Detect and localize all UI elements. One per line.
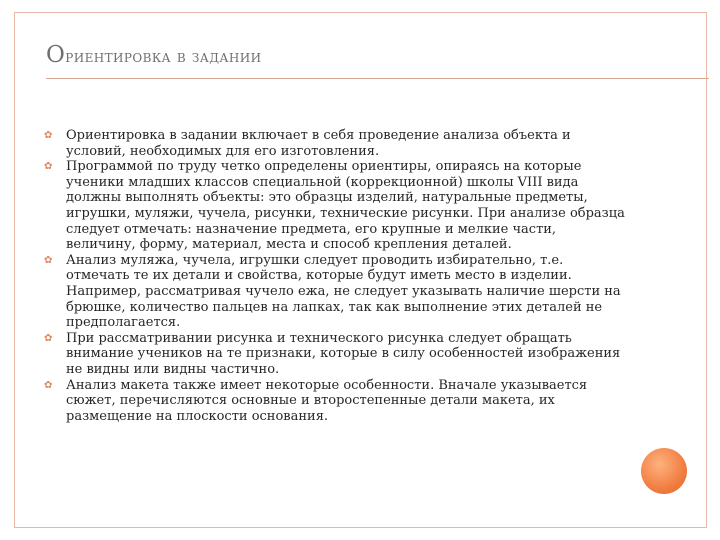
bullet-text: Ориентировка в задании включает в себя проведение анализа объекта и условий, необходимых для его изготовления.	[66, 128, 571, 159]
bullet-text: При рассматривании рисунка и технического рисунка следует обращать внимание учеников на те признаки, которые в силу особенностей изображения не видны или видны частично.	[66, 330, 621, 377]
title-divider	[46, 78, 709, 79]
bullet-item-1	[46, 128, 626, 159]
bullet-text: Анализ макета также имеет некоторые особенности. Вначале указывается сюжет, перечисляются основные и второстепенные детали макета, их размещение на плоскости основания.	[66, 377, 588, 424]
title-word-2: в	[176, 47, 187, 67]
decorative-circle	[641, 448, 687, 494]
bullet-item-5	[46, 378, 626, 425]
bullet-item-3	[46, 253, 626, 331]
bullet-text: Программой по труду четко определены ориентиры, опираясь на которые ученики младших классов специальной (коррекционной) школы VIII вида должны выполнять объекты: это образцы изделий, натуральные предметы, игрушки, муляжи, чучела, рисунки, технические рисунки. При анализе образца следует отмечать: назначение предмета, его крупные и мелкие части, величину, форму, материал, места и способ крепления деталей.	[66, 159, 625, 253]
bullet-marker-icon: ✿	[44, 130, 53, 141]
bullet-marker-icon: ✿	[44, 161, 53, 173]
bullet-marker-icon: ✿	[44, 332, 53, 344]
title-first-letter: О	[46, 42, 66, 68]
bullet-text: Анализ муляжа, чучела, игрушки следует проводить избирательно, т.е. отмечать те их детали и свойства, которые будут иметь место в изделии. Например, рассматривая чучело ежа, не следует указывать наличие шерсти на брюшке, количество пальцев на лапках, так как выполнение этих деталей не предполагается.	[66, 252, 621, 331]
title-word-3: задании	[191, 47, 262, 67]
bullet-list	[46, 128, 626, 424]
bullet-marker-icon: ✿	[44, 254, 53, 266]
bullet-item-2	[46, 159, 626, 253]
slide-title	[46, 42, 261, 68]
bullet-item-4	[46, 331, 626, 378]
bullet-marker-icon: ✿	[44, 379, 53, 391]
title-word-1: риентировка	[65, 47, 172, 67]
